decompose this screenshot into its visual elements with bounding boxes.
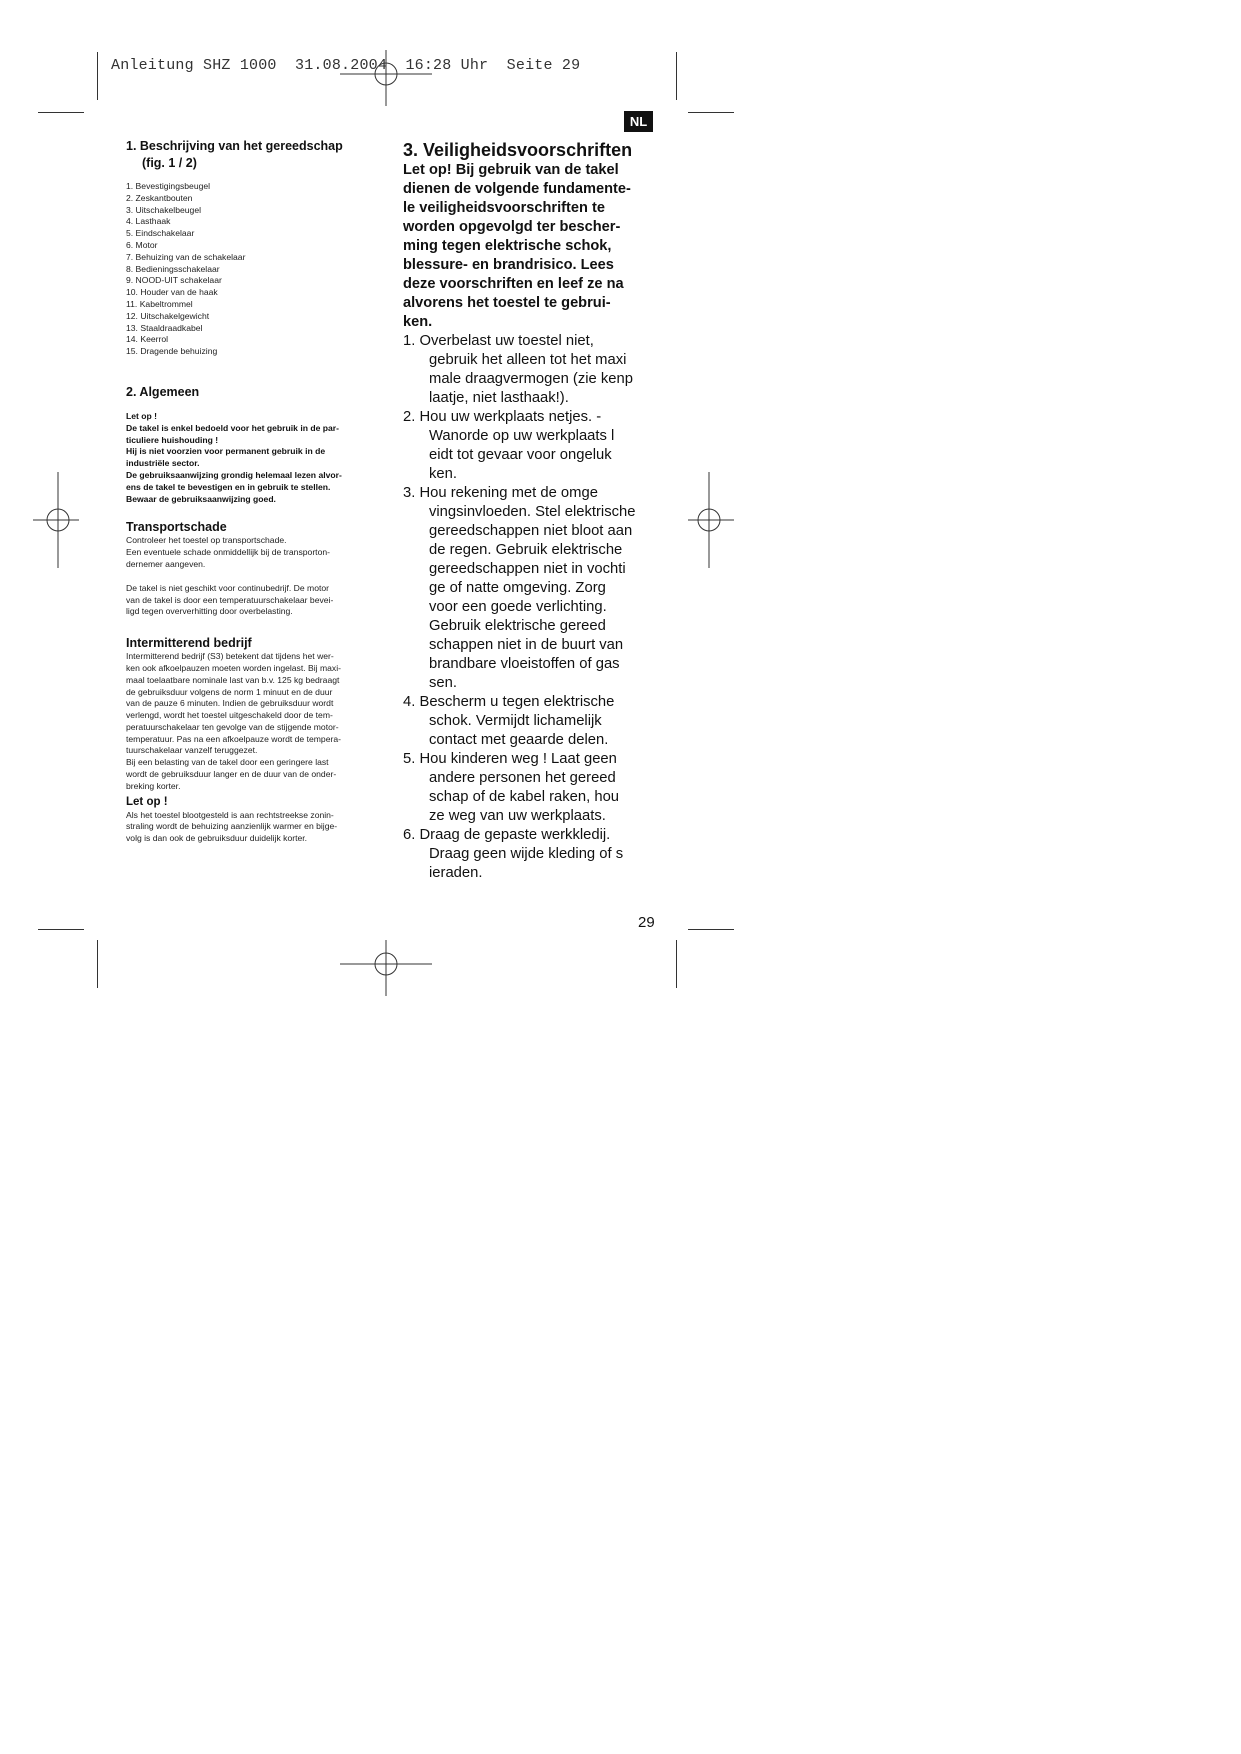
- general-notice: Let op ! De takel is enkel bedoeld voor het gebruik in de par- ticuliere huishouding ! Hij is niet voorzien voor permanent gebruik in de industriële sector. De gebruiksaanwijzing grondig helemaal lezen alvor- ens de takel te bevestigen en in gebruik te stellen. Bewaar de gebruiksaanwijzing goed.: [126, 410, 342, 504]
- list-item: 1. Overbelast uw toestel niet,: [403, 333, 594, 349]
- crop-mark: [97, 52, 98, 100]
- safety-intro: Let op! Bij gebruik van de takel dienen de volgende fundamente- le veiligheidsvoorschriften te worden opgevolgd ter bescher- ming tegen elektrische schok, blessure- en brandrisico. Lees deze voorschriften en leef ze na alvorens het toestel te gebrui- ken.: [403, 162, 631, 330]
- transport-damage-heading: Transportschade: [126, 520, 227, 535]
- list-item: 14. Keerrol: [126, 334, 169, 345]
- section-2-title: 2. Algemeen: [126, 384, 200, 399]
- crop-mark: [97, 940, 98, 988]
- crop-mark: [38, 929, 84, 930]
- section-3-title: 3. Veiligheidsvoorschriften: [403, 140, 633, 160]
- intermittent-operation-heading: Intermitterend bedrijf: [126, 636, 252, 651]
- list-item: 7. Behuizing van de schakelaar: [126, 251, 246, 262]
- left-column: [126, 138, 376, 845]
- list-item: schok. Vermijdt lichamelijk: [429, 713, 602, 729]
- list-item: schappen niet in de buurt van: [429, 637, 624, 653]
- list-item: gereedschappen niet bloot aan: [429, 523, 633, 539]
- caution-heading: Let op !: [126, 795, 168, 808]
- list-item: 3. Hou rekening met de omge: [403, 485, 598, 501]
- language-badge: NL: [624, 111, 653, 132]
- list-item: ze weg van uw werkplaats.: [429, 808, 606, 824]
- registration-mark-bottom: [340, 940, 432, 996]
- list-item: voor een goede verlichting.: [429, 599, 607, 615]
- list-item: 11. Kabeltrommel: [126, 298, 193, 309]
- crop-mark: [676, 940, 677, 988]
- continuous-operation-text: De takel is niet geschikt voor continubedrijf. De motor van de takel is door een temperatuurschakelaar bevei- ligd tegen oververhitting door overbelasting.: [126, 582, 334, 617]
- list-item: 2. Zeskantbouten: [126, 192, 193, 203]
- list-item: brandbare vloeistoffen of gas: [429, 656, 620, 672]
- list-item: 1. Bevestigingsbeugel: [126, 181, 211, 191]
- list-item: 2. Hou uw werkplaats netjes. -: [403, 409, 602, 425]
- list-item: sen.: [429, 675, 457, 691]
- section-1-title: 1. Beschrijving van het gereedschap (fig. 1 / 2): [126, 139, 343, 170]
- list-item: 4. Lasthaak: [126, 216, 171, 227]
- caution-text: Als het toestel blootgesteld is aan rechtstreekse zonin- straling wordt de behuizing aanzienlijk warmer en bijge- volg is dan ook de gebruiksduur duidelijk korter.: [126, 809, 338, 844]
- list-item: Wanorde op uw werkplaats l: [429, 428, 615, 444]
- right-column: [403, 139, 659, 883]
- page-number: 29: [638, 914, 655, 931]
- list-item: 9. NOOD-UIT schakelaar: [126, 275, 222, 286]
- list-item: male draagvermogen (zie kenp: [429, 371, 633, 387]
- list-item: laatje, niet lasthaak!).: [429, 390, 569, 406]
- list-item: de regen. Gebruik elektrische: [429, 542, 623, 558]
- registration-mark-right: [688, 472, 734, 568]
- list-item: 12. Uitschakelgewicht: [126, 310, 210, 321]
- parts-list: [126, 181, 376, 358]
- list-item: gereedschappen niet in vochti: [429, 561, 626, 577]
- list-item: vingsinvloeden. Stel elektrische: [429, 504, 636, 520]
- crop-mark: [676, 52, 677, 100]
- list-item: Draag geen wijde kleding of s: [429, 846, 624, 862]
- list-item: andere personen het gereed: [429, 770, 616, 786]
- crop-mark: [688, 929, 734, 930]
- list-item: 6. Motor: [126, 239, 158, 250]
- list-item: 5. Eindschakelaar: [126, 228, 195, 239]
- list-item: ge of natte omgeving. Zorg: [429, 580, 606, 596]
- crop-mark: [38, 112, 84, 113]
- list-item: eidt tot gevaar voor ongeluk: [429, 447, 612, 463]
- list-item: gebruik het alleen tot het maxi: [429, 352, 627, 368]
- list-item: ken.: [429, 466, 457, 482]
- list-item: 5. Hou kinderen weg ! Laat geen: [403, 751, 617, 767]
- list-item: Gebruik elektrische gereed: [429, 618, 606, 634]
- intermittent-operation-text: Intermitterend bedrijf (S3) betekent dat tijdens het wer- ken ook afkoelpauzen moeten worden ingelast. Bij maxi- maal toelaatbare nominale last van b.v. 125 kg bedraagt de gebruiksduur volgens de norm 1 minuut en de duur van de pauze 6 minuten. Indien de gebruiksduur wordt verlengd, wordt het toestel uitgeschakeld door de tem- peratuurschakelaar ten gevolge van de stijgende motor- temperatuur. Pas na een afkoelpauze wordt de tempera- tuurschakelaar vanzelf teruggezet. Bij een belasting van de takel door een geringere last wordt de gebruiksduur langer en de duur van de onder- breking korter.: [126, 651, 341, 791]
- list-item: 13. Staaldraadkabel: [126, 322, 203, 333]
- list-item: 6. Draag de gepaste werkkledij.: [403, 827, 611, 843]
- list-item: 8. Bedieningsschakelaar: [126, 263, 220, 274]
- list-item: 3. Uitschakelbeugel: [126, 204, 202, 215]
- list-item: 15. Dragende behuizing: [126, 346, 218, 357]
- list-item: 10. Houder van de haak: [126, 287, 218, 298]
- list-item: ieraden.: [429, 865, 483, 881]
- running-head: Anleitung SHZ 1000 31.08.2004 16:28 Uhr Seite 29: [111, 57, 581, 74]
- safety-rules-list: [403, 332, 659, 883]
- transport-damage-text: Controleer het toestel op transportschade. Een eventuele schade onmiddellijk bij de transporton- dernemer aangeven.: [126, 535, 330, 569]
- list-item: schap of de kabel raken, hou: [429, 789, 620, 805]
- registration-mark-left: [33, 472, 79, 568]
- list-item: 4. Bescherm u tegen elektrische: [403, 694, 615, 710]
- list-item: contact met geaarde delen.: [429, 732, 609, 748]
- crop-mark: [688, 112, 734, 113]
